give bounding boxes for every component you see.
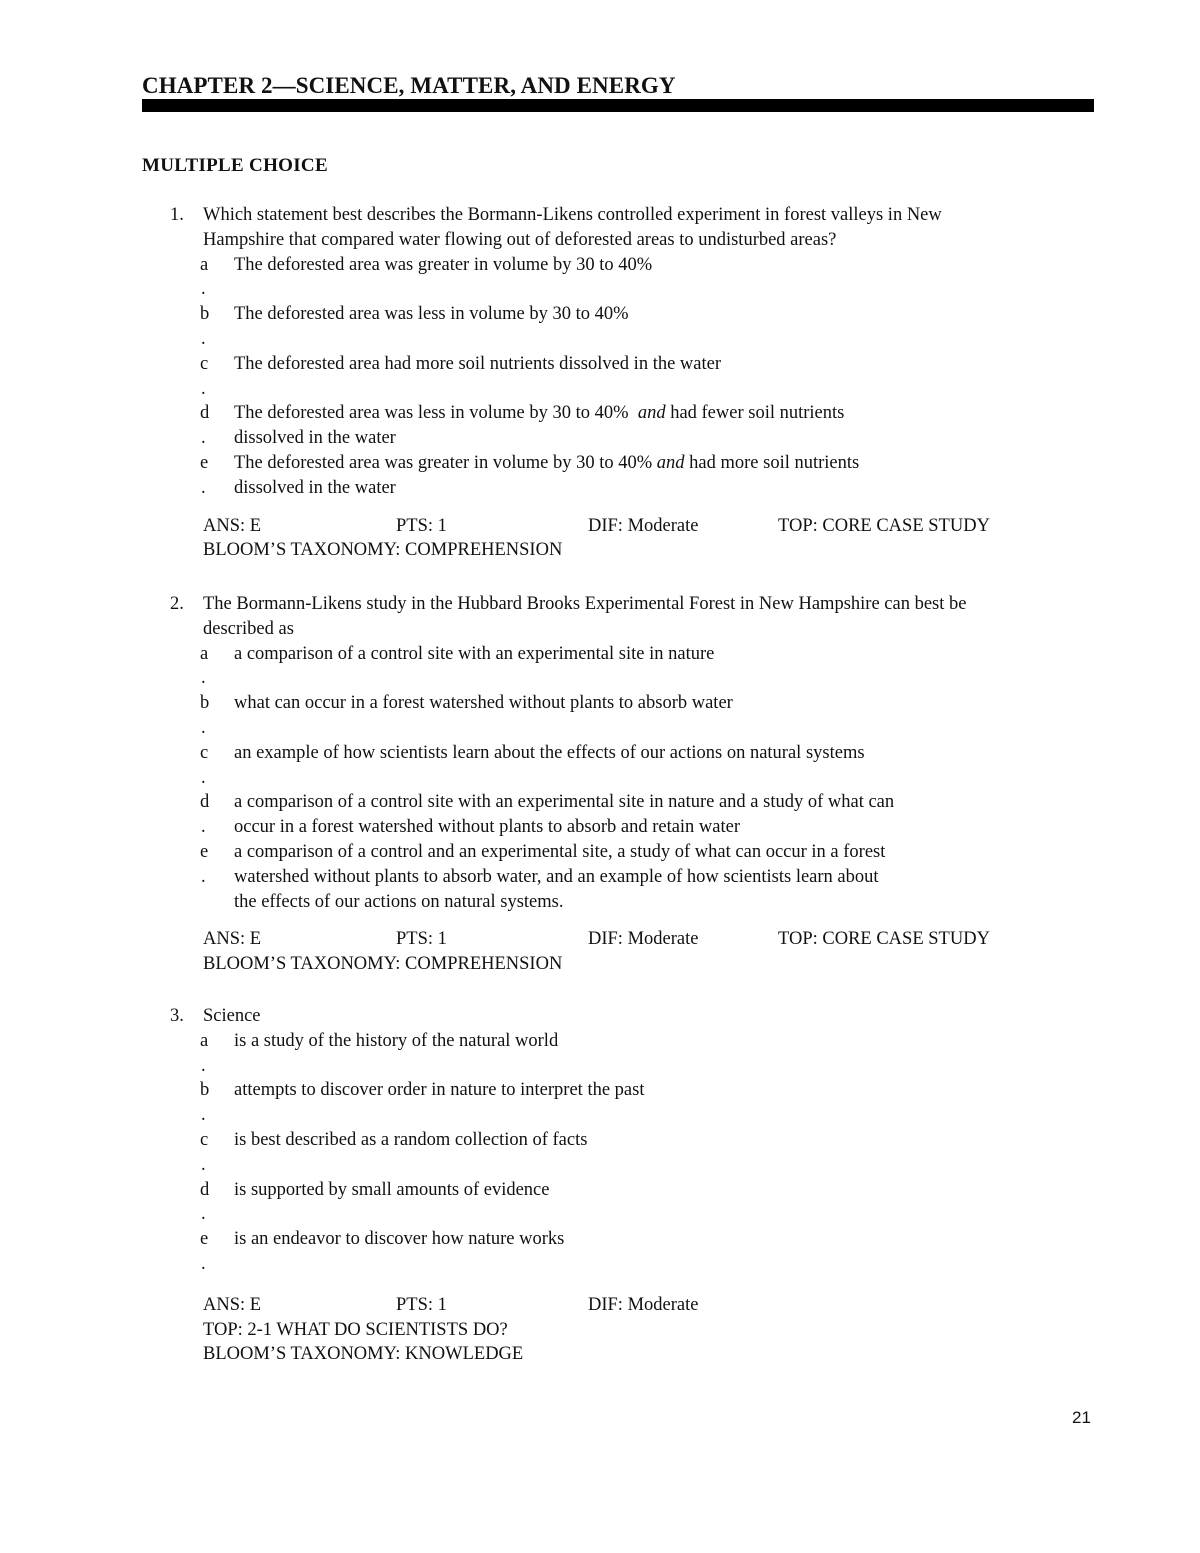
answer-key: ANS: E [203, 1294, 262, 1315]
option-e [142, 1227, 1102, 1277]
option-dot: . [201, 428, 206, 449]
option-c [142, 1128, 1102, 1178]
topic: TOP: CORE CASE STUDY [778, 515, 990, 536]
option-dot: . [201, 279, 206, 300]
option-text: is an endeavor to discover how nature works [234, 1229, 565, 1250]
option-text-cont: the effects of our actions on natural systems. [234, 891, 564, 912]
stem-line: Hampshire that compared water flowing out of deforested areas to undisturbed areas? [203, 229, 837, 250]
option-letter: c [200, 353, 209, 374]
option-text: a comparison of a control site with an experimental site in nature [234, 643, 715, 664]
answer-block [142, 927, 1102, 977]
option-e [142, 840, 1102, 914]
difficulty: DIF: Moderate [588, 515, 699, 536]
option-dot: . [201, 1253, 206, 1274]
option-text: The deforested area was greater in volume by 30 to 40% and had more soil nutrients [234, 452, 860, 473]
question-1 [142, 203, 1102, 563]
option-letter: e [200, 1229, 209, 1250]
option-letter: b [200, 304, 210, 325]
option-dot: . [201, 1105, 206, 1126]
option-letter: c [200, 1129, 209, 1150]
emphasis: and [656, 452, 685, 473]
option-text: attempts to discover order in nature to interpret the past [234, 1080, 645, 1101]
option-dot: . [201, 378, 206, 399]
chapter-title: CHAPTER 2—SCIENCE, MATTER, AND ENERGY [142, 73, 676, 98]
option-text: The deforested area was greater in volume by 30 to 40% [234, 254, 653, 275]
title-rule [142, 99, 1094, 112]
option-d [142, 401, 1102, 451]
stem-line: described as [203, 618, 294, 639]
points: PTS: 1 [396, 515, 447, 536]
option-c [142, 352, 1102, 402]
option-letter: e [200, 841, 209, 862]
stem-line: Which statement best describes the Bormann-Likens controlled experiment in forest valleys in New [203, 205, 942, 225]
topic: TOP: CORE CASE STUDY [778, 929, 990, 950]
option-text: is supported by small amounts of evidence [234, 1179, 550, 1200]
topic: TOP: 2-1 WHAT DO SCIENTISTS DO? [203, 1319, 508, 1340]
question-3 [142, 1004, 1102, 1367]
option-letter: c [200, 742, 209, 763]
bloom-taxonomy: BLOOM’S TAXONOMY: COMPREHENSION [203, 954, 563, 975]
option-dot: . [201, 717, 206, 738]
option-a [142, 253, 1102, 303]
question-2 [142, 592, 1102, 977]
option-dot: . [201, 866, 206, 887]
option-text: The deforested area had more soil nutrients dissolved in the water [234, 353, 722, 374]
option-dot: . [201, 1204, 206, 1225]
option-letter: d [200, 403, 210, 424]
option-letter: d [200, 1179, 210, 1200]
option-letter: a [200, 1030, 209, 1051]
bloom-taxonomy: BLOOM’S TAXONOMY: KNOWLEDGE [203, 1344, 524, 1365]
option-dot: . [201, 328, 206, 349]
option-text: an example of how scientists learn about the effects of our actions on natural systems [234, 742, 865, 763]
question-stem [142, 592, 1102, 642]
option-e [142, 451, 1102, 501]
option-b [142, 1078, 1102, 1128]
option-letter: a [200, 254, 209, 275]
option-letter: a [200, 643, 209, 664]
question-number: 2. [170, 594, 184, 614]
question-stem [142, 1004, 1102, 1029]
option-text: is best described as a random collection of facts [234, 1129, 588, 1150]
option-dot: . [201, 817, 206, 838]
option-b [142, 691, 1102, 741]
difficulty: DIF: Moderate [588, 929, 699, 950]
option-dot: . [201, 1154, 206, 1175]
answer-key: ANS: E [203, 929, 262, 950]
answer-block [142, 514, 1102, 564]
question-number: 1. [170, 205, 184, 225]
option-dot: . [201, 668, 206, 689]
option-c [142, 741, 1102, 791]
section-title: MULTIPLE CHOICE [142, 155, 328, 176]
points: PTS: 1 [396, 1294, 447, 1315]
stem-line: The Bormann-Likens study in the Hubbard Brooks Experimental Forest in New Hampshire can best be [203, 594, 967, 614]
bloom-taxonomy: BLOOM’S TAXONOMY: COMPREHENSION [203, 540, 563, 561]
answer-key: ANS: E [203, 515, 262, 536]
option-dot: . [201, 767, 206, 788]
option-text: what can occur in a forest watershed without plants to absorb water [234, 693, 733, 714]
option-text-cont: dissolved in the water [234, 428, 396, 449]
option-d [142, 790, 1102, 840]
page-number: 21 [1072, 1408, 1091, 1427]
option-a [142, 642, 1102, 692]
emphasis: and [637, 403, 666, 424]
option-text-cont: occur in a forest watershed without plants to absorb and retain water [234, 817, 741, 838]
option-text: The deforested area was less in volume by 30 to 40% and had fewer soil nutrients [234, 403, 845, 424]
option-b [142, 302, 1102, 352]
option-letter: b [200, 693, 210, 714]
points: PTS: 1 [396, 929, 447, 950]
question-stem [142, 203, 1102, 253]
question-number: 3. [170, 1006, 184, 1026]
difficulty: DIF: Moderate [588, 1294, 699, 1315]
option-text-cont: watershed without plants to absorb water, and an example of how scientists learn about [234, 866, 879, 887]
option-dot: . [201, 1055, 206, 1076]
option-d [142, 1178, 1102, 1228]
answer-block [142, 1293, 1102, 1367]
option-text: a comparison of a control and an experimental site, a study of what can occur in a forest [234, 841, 886, 862]
stem-line: Science [203, 1006, 261, 1026]
option-dot: . [201, 477, 206, 498]
option-a [142, 1029, 1102, 1079]
option-letter: b [200, 1080, 210, 1101]
option-text: is a study of the history of the natural world [234, 1030, 559, 1051]
option-text-cont: dissolved in the water [234, 477, 396, 498]
option-letter: e [200, 452, 209, 473]
option-text: a comparison of a control site with an experimental site in nature and a study of what can [234, 792, 895, 813]
option-text: The deforested area was less in volume by 30 to 40% [234, 304, 629, 325]
option-letter: d [200, 792, 210, 813]
